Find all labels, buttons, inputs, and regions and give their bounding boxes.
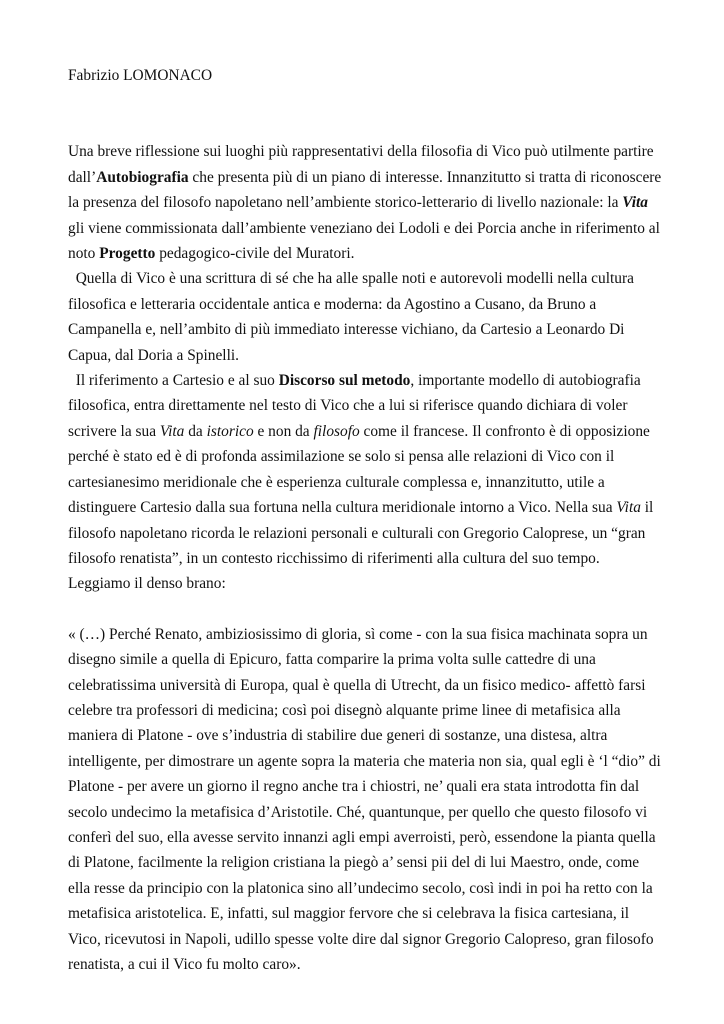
- quote-passage: [68, 622, 664, 978]
- text-run: e non da: [253, 422, 314, 440]
- text-run: « (…) Perché Renato, ambiziosissimo di gloria, sì come - con la sua fisica machinata sopra un disegno simile a quella di Epicuro, fatta comparire la prima volta sulle cattedre di una celebratissima università di Europa, qual è quella di Utrecht, da un fisico medico- affettò farsi celebre tra professori di medicina; così poi disegnò alquante prime linee di metafisica alla maniera di Platone - ove s’industria di stabilire due generi di sostanze, una distesa, altra intelligente, per dimostrare un agente sopra la materia che materia non sia, qual egli è ‘l “dio” di Platone - per avere un giorno il regno anche tra i chiostri, ne’ quali era stata introdotta fin dal secolo undecimo la metafisica d’Aristotile. Ché, quantunque, per quello che questo filosofo vi conferì del suo, ella avesse servito innanzi agli empi averroisti, però, essendone la pianta quella di Platone, facilmente la religion cristiana la piegò a’ sensi pii del di lui Maestro, onde, come ella resse da principio con la platonica sino all’undecimo secolo, così indi in poi ha retto con la metafisica aristotelica. E, infatti, sul maggior fervore che si celebrava la fisica cartesiana, il Vico, ricevutosi in Napoli, udillo spesse volte dire dal signor Gregorio Calopreso, gran filosofo renatista, a cui il Vico fu molto caro».: [68, 625, 661, 973]
- text-run: Il riferimento a Cartesio e al suo: [75, 372, 279, 390]
- text-run: pedagogico-civile del Muratori.: [155, 245, 355, 263]
- text-run: , importante modello di autobiografia filosofica, entra direttamente nel testo di Vico che a lui si riferisce quando dichiara di voler scrivere la sua: [68, 372, 641, 440]
- paragraph-models: [68, 266, 664, 368]
- text-run: gli viene commissionata dall’ambiente veneziano dei Lodoli e dei Porcia anche in riferimento al noto: [68, 219, 660, 263]
- emphasized-text: Progetto: [99, 245, 156, 263]
- emphasized-text: Vita: [616, 499, 641, 517]
- emphasized-text: Vita: [159, 422, 185, 440]
- spacer: [68, 597, 664, 622]
- emphasized-text: filosofo: [313, 422, 360, 440]
- text-run: Quella di Vico è una scrittura di sé che ha alle spalle noti e autorevoli modelli nella cultura filosofica e letteraria occidentale antica e moderna: da Agostino a Cusano, da Bruno a Campanella e, nell’ambito di più immediato interesse vichiano, da Cartesio a Leonardo Di Capua, dal Doria a Spinelli.: [68, 270, 634, 364]
- text-run: come il francese. Il confronto è di opposizione perché è stato ed è di profonda assimilazione se solo si pensa alle relazioni di Vico con il cartesianesimo meridionale che è esperienza culturale complessa e, innanzitutto, utile a distinguere Cartesio dalla sua fortuna nella cultura meridionale intorno a Vico. Nella sua: [68, 422, 650, 517]
- emphasized-text: Vita: [622, 194, 648, 212]
- paragraph-cartesio: [68, 368, 664, 597]
- spacer: [68, 88, 664, 139]
- paragraph-intro: [68, 139, 664, 266]
- emphasized-text: Autobiografia: [96, 168, 189, 186]
- emphasized-text: istorico: [206, 422, 254, 440]
- text-run: che presenta più di un piano di interesse. Innanzitutto si tratta di riconoscere la presenza del filosofo napoletano nell’ambiente storico-letterario di livello nazionale: la: [68, 168, 662, 212]
- author-name: Fabrizio LOMONACO: [68, 67, 213, 84]
- text-run: da: [184, 422, 207, 440]
- text-run: il filosofo napoletano ricorda le relazioni personali e culturali con Gregorio Caloprese, un “gran filosofo renatista”, in un contesto ricchissimo di riferimenti alla cultura del suo tempo. Leggiamo il denso brano:: [68, 499, 654, 593]
- text-run: Una breve riflessione sui luoghi più rappresentativi della filosofia di Vico può utilmente partire dall’: [68, 143, 654, 186]
- emphasized-text: Discorso sul metodo: [278, 372, 411, 390]
